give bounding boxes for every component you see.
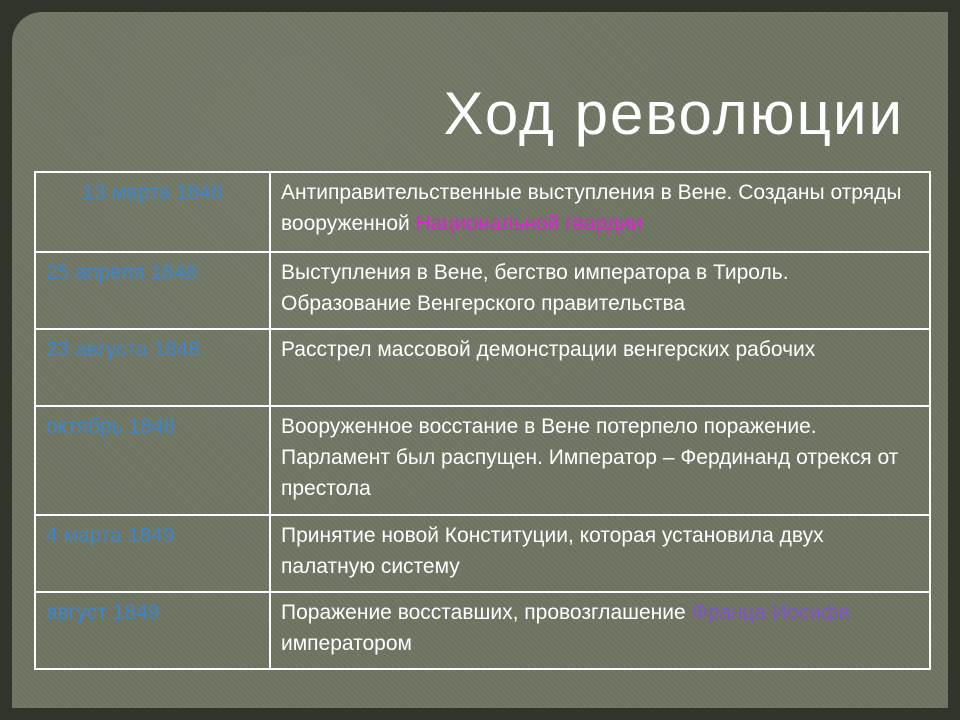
date-cell: август 1849: [35, 592, 270, 669]
table-row: [35, 515, 930, 592]
table-row: [35, 252, 930, 329]
date-cell: 25 апреля 1848: [35, 252, 270, 329]
table-row: [35, 406, 930, 515]
slide-title: Ход революции: [443, 80, 904, 147]
event-text: Антиправительственные выступления в Вене. Созданы отряды вооруженной: [281, 181, 902, 235]
table-row: [35, 329, 930, 406]
event-text: Выступления в Вене, бегство императора в Тироль. Образование Венгерского правительства: [281, 261, 789, 315]
event-cell: [270, 592, 930, 669]
event-cell: [270, 406, 930, 515]
event-cell: [270, 515, 930, 592]
slide: [12, 12, 948, 708]
event-text: Расстрел массовой демонстрации венгерских рабочих: [281, 338, 816, 361]
event-cell: [270, 252, 930, 329]
table-row: [35, 172, 930, 252]
date-cell: 4 марта 1849: [35, 515, 270, 592]
timeline-table: [34, 171, 931, 670]
event-text-end: императором: [281, 632, 412, 655]
event-cell: [270, 172, 930, 252]
table-row: [35, 592, 930, 669]
date-cell: октябрь 1848: [35, 406, 270, 515]
event-cell: [270, 329, 930, 406]
date-cell: 23 августа 1848: [35, 329, 270, 406]
event-highlight: Национальной гвардии: [415, 212, 643, 235]
event-highlight: Франца Иосифа: [691, 601, 850, 624]
event-text: Принятие новой Конституции, которая установила двух палатную систему: [281, 524, 824, 578]
event-text: Поражение восставших, провозглашение: [281, 601, 692, 624]
date-cell: 13 марта 1848: [35, 172, 270, 252]
event-text: Вооруженное восстание в Вене потерпело поражение. Парламент был распущен. Император – Фердинанд отрекся от престола: [281, 415, 899, 500]
